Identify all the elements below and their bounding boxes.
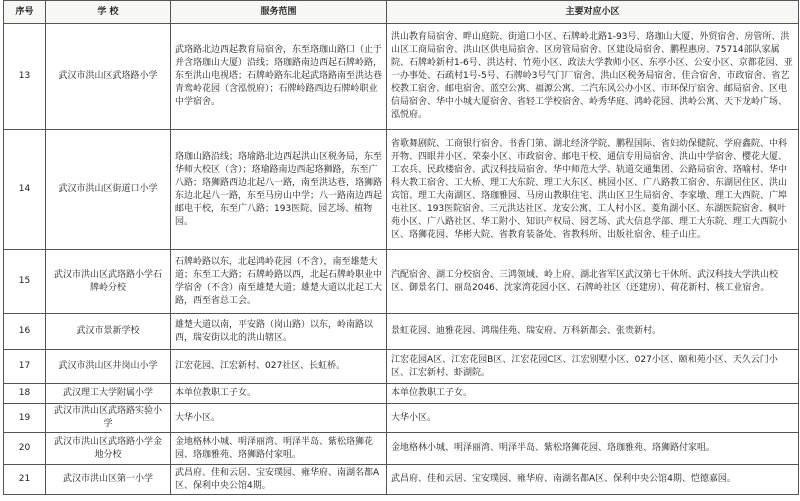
community-list: 大华小区。 <box>387 404 799 433</box>
table-row <box>4 24 799 130</box>
row-number: 19 <box>4 404 46 433</box>
table-row <box>4 350 799 384</box>
school-district-table <box>3 0 799 495</box>
school-name: 武汉市洪山区武珞路实验小学 <box>46 404 171 433</box>
header-school: 学 校 <box>46 1 171 24</box>
table-row <box>4 433 799 465</box>
school-name: 武汉市洪山区武珞路小学金地分校 <box>46 433 171 465</box>
community-list: 省歌舞剧院、工商银行宿舍、书香门第、湖北经济学院、鹏程国际、省妇幼保健院、学府鑫院、中科开物、四眼井小区、荣泰小区、市政宿舍、邮电干校、通信专用局宿舍、洪山中学宿舍、樱花大厦、工农兵、民政楼宿舍、武汉科技局宿舍、华中师范大学、轨道交通集团、公路局宿舍、珞喻村、华中科大教工宿舍、工大桥、理工大东院、理工大东区、桃园小区、广八路教工宿舍、东湖居住区、洪山宾馆、理工大南湖区、珞珈雅园、马房山教职住宅、洪山区卫生局宿舍、李家墩、理工大西院、广埠屯社区、193医院宿舍、三元洪达社区、龙安公寓、工人村小区、菱角湖小区、东湖医院宿舍、枫叶苑小区、广八路社区、华工附小、知识产权局、园艺场、武大信息学部、理工大东院、理工大西院小区、珞狮花园、华彬大院、省教育装备处、省教科所、出版社宿舍、桂子山庄。 <box>387 130 799 250</box>
service-range: 大华小区。 <box>171 404 387 433</box>
row-number: 15 <box>4 250 46 314</box>
service-range: 武珞路北边西起教育局宿舍，东至珞珈山路口（止于并含珞珈山大厦）沿线；珞珈路南边西起石牌岭路，东至洪山电视塔；石牌岭路东北起武珞路南至洪达巷青鸾岭花园（含泓悦府）；石牌岭路西边石牌岭职业中学宿舍。 <box>171 24 387 130</box>
school-name: 武汉市洪山区武珞路小学石牌岭分校 <box>46 250 171 314</box>
table-row <box>4 250 799 314</box>
row-number: 20 <box>4 433 46 465</box>
community-list: 汽配宿舍、湖工分校宿舍、三鸿领域、岭上府、湖北省军区武汉第七干休所、武汉科技大学洪山校区、御景名门、丽岛2046、沈家湾花园小区、石牌岭社区（还建房）、荷花新村、核工业宿舍。 <box>387 250 799 314</box>
row-number: 16 <box>4 314 46 350</box>
header-main-community: 主要对应小区 <box>387 1 799 24</box>
school-name: 武汉理工大学附属小学 <box>46 384 171 404</box>
community-list: 金地格林小城、明泽丽湾、明泽半岛、紫松珞狮花园、珞珈雅苑、珞狮路付家咀。 <box>387 433 799 465</box>
school-name: 武汉市景新学校 <box>46 314 171 350</box>
service-range: 江宏花园、江宏新村、027社区、长虹桥。 <box>171 350 387 384</box>
row-number: 17 <box>4 350 46 384</box>
table-row <box>4 384 799 404</box>
community-list: 洪山教育局宿舍、畔山庭院、街道口小区、石牌岭北路1-93号、珞珈山大厦、外贸宿舍、房管所、洪山区工商局宿舍、洪山区供电局宿舍、区房管局宿舍、区建设局宿舍、鹏程惠房、75714部队家属院、石牌岭新村1-6号、洪达村、竹苑小区、政法大学教师小区、东亭小区、公安小区、京都花园、亚一办事处、石疏村1号-5号、石牌岭3号气门厂宿舍、洪山区税务局宿舍、佳合宿舍、市政宿舍、省艺校教工宿舍、邮电宿舍、蓝空公寓、福源公寓、二汽东风公办小区、市环保厅宿舍、邮局宿舍、区电信局宿舍、华中小城大厦宿舍、省轻工学校宿舍、岭秀华庭、鸿岭花园、洪岭公寓、天下龙岭广场、泓悦府。 <box>387 24 799 130</box>
school-name: 武汉市洪山区第一小学 <box>46 465 171 495</box>
table-row <box>4 130 799 250</box>
service-range: 石牌岭路以东，北起鸿岭花园（不含），南至雄楚大道；东至工大路；石牌岭路以西，北起石牌岭职业中学宿舍（不含）南至雄楚大道；雄楚大道以北起工大路，西至省总工会。 <box>171 250 387 314</box>
service-range: 金地格林小城、明泽丽湾、明泽半岛、紫松珞狮花园、珞珈雅苑、珞狮路付家咀。 <box>171 433 387 465</box>
row-number: 18 <box>4 384 46 404</box>
school-name: 武汉市洪山区井岗山小学 <box>46 350 171 384</box>
service-range: 武昌府、佳和云居、宝安璞园、雍华府、南湖名都A区、保利中央公馆4期。 <box>171 465 387 495</box>
row-number: 14 <box>4 130 46 250</box>
header-no: 序号 <box>4 1 46 24</box>
service-range: 雄楚大道以南，平安路（岗山路）以东，岭南路以西，瑞安街以北的洪山辖区。 <box>171 314 387 350</box>
table-header-row <box>4 1 799 24</box>
community-list: 本单位教职工子女。 <box>387 384 799 404</box>
community-list: 景虹花园、迪雅花园、鸿瑞佳苑、瑞安府、万科新都会、张贵新村。 <box>387 314 799 350</box>
row-number: 13 <box>4 24 46 130</box>
community-list: 江宏花园A区、江宏花园B区、江宏花园C区、江宏别墅小区、027小区、颐和苑小区、天久云门小区、江宏新村、虾湖院。 <box>387 350 799 384</box>
service-range: 珞珈山路沿线；珞瑜路北边西起洪山区税务局，东至华师大校区（含）；珞瑜路南边西起珞狮路，东至广八路；珞狮路西边北起八一路，南至洪达巷，珞狮路东边北起八一路，东至马房山中学；八一路南边西起邮电干校，东至广八路；193医院、园艺场、植物园。 <box>171 130 387 250</box>
table-row <box>4 404 799 433</box>
header-service-range: 服务范围 <box>171 1 387 24</box>
row-number: 21 <box>4 465 46 495</box>
table-row <box>4 314 799 350</box>
service-range: 本单位教职工子女。 <box>171 384 387 404</box>
school-name: 武汉市洪山区武珞路小学 <box>46 24 171 130</box>
school-name: 武汉市洪山区街道口小学 <box>46 130 171 250</box>
table-row <box>4 465 799 495</box>
community-list: 武昌府、佳和云居、宝安璞园、雍华府、南湖名都A区、保利中央公馆4期、恺德嘉园。 <box>387 465 799 495</box>
